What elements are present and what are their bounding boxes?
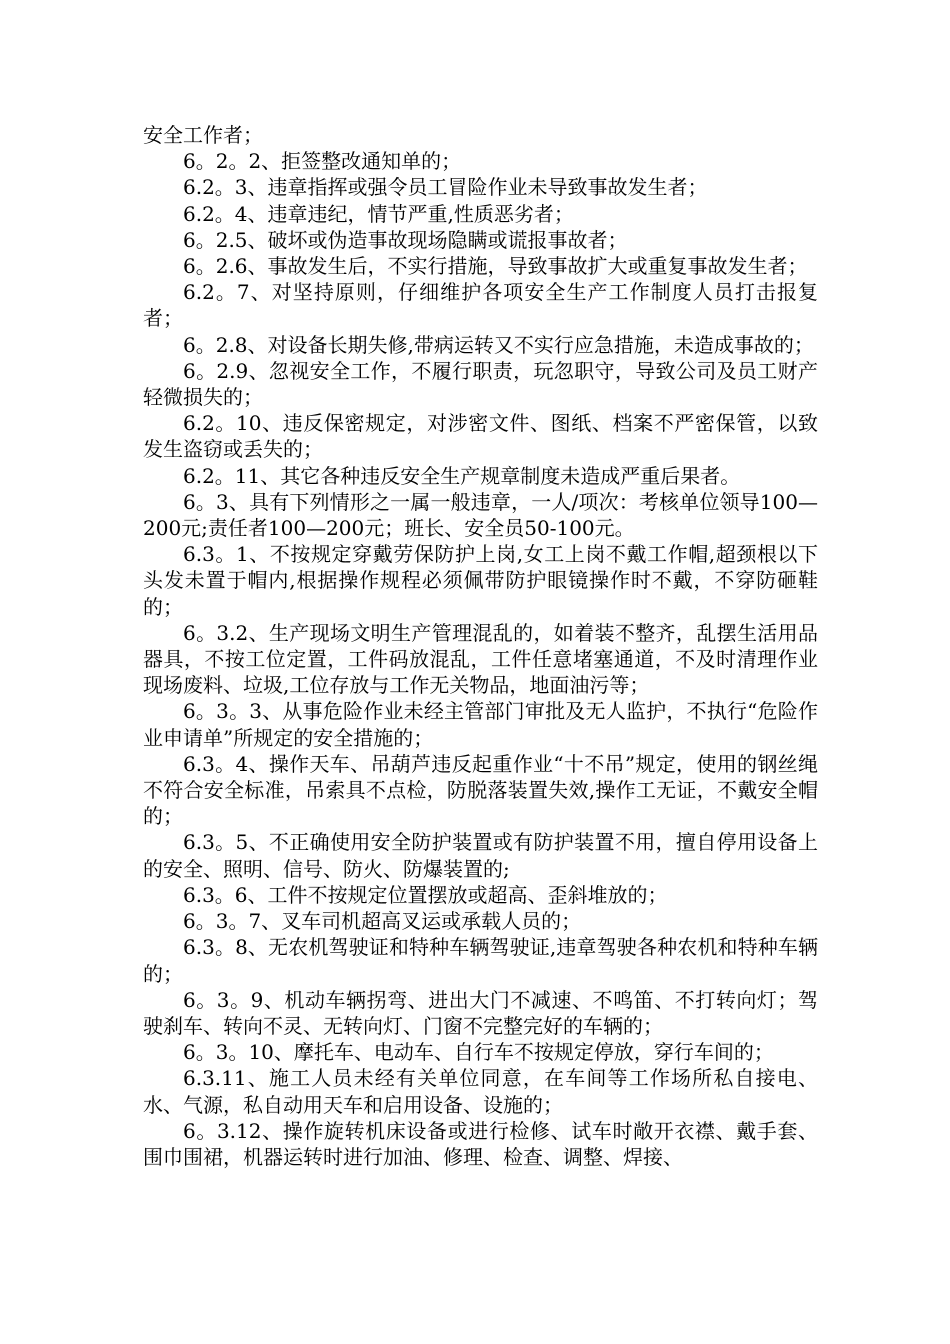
paragraph-2: 6.2。3、违章指挥或强令员工冒险作业未导致事故发生者； bbox=[183, 175, 708, 200]
paragraph-0: 安全工作者； bbox=[143, 123, 263, 147]
paragraph-12: 6.3。1、不按规定穿戴劳保防护上岗,女工上岗不戴工作帽,超颈根以下头发未置于帽内,根据操作规程必须佩带防护眼镜操作时不戴，不穿防砸鞋的； bbox=[143, 542, 818, 619]
paragraph-21: 6。3。10、摩托车、电动车、自行车不按规定停放，穿行车间的； bbox=[183, 1040, 774, 1065]
paragraph-4: 6。2.5、破坏或伪造事故现场隐瞒或谎报事故者； bbox=[183, 227, 628, 252]
paragraph-6: 6.2。7、对坚持原则，仔细维护各项安全生产工作制度人员打击报复者； bbox=[143, 280, 818, 331]
paragraph-15: 6.3。4、操作天车、吊葫芦违反起重作业“十不吊”规定，使用的钢丝绳不符合安全标准，吊索具不点检，防脱落装置失效,操作工无证，不戴安全帽的； bbox=[143, 751, 818, 829]
paragraph-19: 6.3。8、无农机驾驶证和特种车辆驾驶证,违章驾驶各种农机和特种车辆的； bbox=[143, 935, 818, 986]
paragraph-14: 6。3。3、从事危险作业未经主管部门审批及无人监护，不执行“危险作业申请单”所规定的安全措施的； bbox=[143, 699, 818, 750]
paragraph-5: 6。2.6、事故发生后，不实行措施，导致事故扩大或重复事故发生者； bbox=[183, 254, 808, 279]
paragraph-13: 6。3.2、生产现场文明生产管理混乱的，如着装不整齐，乱摆生活用品器具，不按工位定置，工件码放混乱，工件任意堵塞通道，不及时清理作业现场废料、垃圾,工位存放与工作无关物品，地面油污等； bbox=[143, 620, 818, 698]
paragraph-16: 6.3。5、不正确使用安全防护装置或有防护装置不用，擅自停用设备上的安全、照明、信号、防火、防爆装置的; bbox=[143, 830, 818, 881]
paragraph-8: 6。2.9、忽视安全工作，不履行职责，玩忽职守，导致公司及员工财产轻微损失的； bbox=[143, 358, 818, 410]
paragraph-22: 6.3.11、施工人员未经有关单位同意，在车间等工作场所私自接电、水、气源，私自动用天车和启用设备、设施的； bbox=[143, 1066, 818, 1117]
paragraph-10: 6.2。11、其它各种违反安全生产规章制度未造成严重后果者。 bbox=[183, 463, 741, 488]
document-body bbox=[143, 122, 818, 1170]
paragraph-11: 6。3、具有下列情形之一属一般违章，一人/项次：考核单位领导100—200元;责任者100—200元；班长、安全员50-100元。 bbox=[143, 489, 818, 541]
paragraph-1: 6。2。2、拒签整改通知单的； bbox=[183, 149, 462, 174]
paragraph-20: 6。3。9、机动车辆拐弯、进出大门不减速、不鸣笛、不打转向灯；驾驶刹车、转向不灵、无转向灯、门窗不完整完好的车辆的； bbox=[143, 987, 818, 1038]
paragraph-7: 6。2.8、对设备长期失修,带病运转又不实行应急措施，未造成事故的； bbox=[183, 332, 814, 357]
paragraph-9: 6.2。10、违反保密规定，对涉密文件、图纸、档案不严密保管，以致发生盗窃或丢失的； bbox=[143, 411, 818, 462]
paragraph-3: 6.2。4、违章违纪，情节严重,性质恶劣者； bbox=[183, 201, 574, 226]
paragraph-17: 6.3。6、工件不按规定位置摆放或超高、歪斜堆放的； bbox=[183, 882, 668, 907]
paragraph-23: 6。3.12、操作旋转机床设备或进行检修、试车时敞开衣襟、戴手套、围巾围裙，机器运转时进行加油、修理、检查、调整、焊接、 bbox=[143, 1118, 818, 1169]
paragraph-18: 6。3。7、叉车司机超高叉运或承载人员的； bbox=[183, 909, 582, 934]
